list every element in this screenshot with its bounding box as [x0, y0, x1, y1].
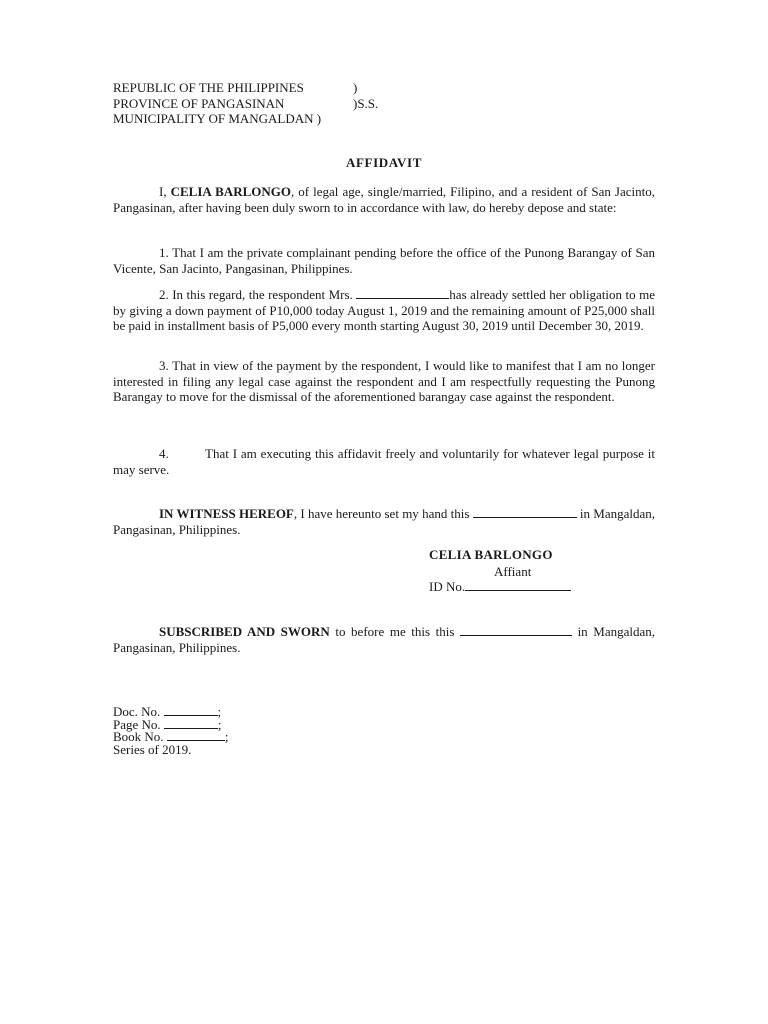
venue-line-municipality [113, 111, 413, 127]
venue-republic-mark: ) [353, 80, 358, 95]
id-number-blank [465, 579, 571, 591]
item-4-paragraph: 4. That I am executing this affidavit freely and voluntarily for whatever legal purpose it may serve. [113, 446, 655, 477]
item-3-paragraph: 3. That in view of the payment by the respondent, I would like to manifest that I am no longer interested in filing any legal case against the respondent and I am respectfully requesting the Punong Barangay to move for the dismissal of the aforementioned barangay case against the respondent. [113, 358, 655, 404]
intro-paragraph: I, CELIA BARLONGO, of legal age, single/married, Filipino, and a resident of San Jacinto, Pangasinan, after having been duly sworn to in accordance with law, do hereby depose and state: [113, 184, 655, 215]
witness-paragraph: IN WITNESS HEREOF, I have hereunto set my hand this in Mangaldan, Pangasinan, Philippines. [113, 506, 655, 537]
venue-province-mark: )S.S. [353, 95, 379, 111]
venue-line-republic [113, 80, 413, 96]
witness-date-blank [473, 506, 577, 518]
venue-republic-text: REPUBLIC OF THE PHILIPPINES [113, 80, 304, 95]
item-4-number: 4. [159, 446, 169, 461]
item-1-paragraph: 1. That I am the private complainant pending before the office of the Punong Barangay of San Vicente, San Jacinto, Pangasinan, Philippines. [113, 245, 655, 276]
notary-series: Series of 2019. [113, 741, 192, 757]
subscribed-date-blank [460, 624, 572, 636]
respondent-name-blank [356, 287, 449, 299]
signature-name: CELIA BARLONGO [429, 547, 553, 562]
notary-block [113, 706, 228, 756]
venue-block [113, 80, 413, 127]
venue-line-province [113, 96, 413, 112]
notary-book-no: Book No. ; [113, 729, 229, 744]
affiant-name: CELIA BARLONGO [170, 184, 291, 199]
document-title: AFFIDAVIT [346, 155, 422, 170]
venue-municipality-text: MUNICIPALITY OF MANGALDAN ) [113, 111, 322, 126]
signature-role: Affiant [494, 564, 532, 579]
notary-doc-no: Doc. No. ; [113, 704, 222, 719]
item-2-paragraph: 2. In this regard, the respondent Mrs. has already settled her obligation to me by giving a down payment of P10,000 today August 1, 2019 and the remaining amount of P25,000 shall be paid in installment basis of P5,000 every month starting August 30, 2019 until December 30, 2019. [113, 287, 655, 333]
subscribed-paragraph: SUBSCRIBED AND SWORN to before me this this in Mangaldan, Pangasinan, Philippines. [113, 624, 655, 655]
notary-page-no: Page No. ; [113, 716, 222, 732]
signature-id: ID No. [429, 579, 571, 595]
venue-province-text: PROVINCE OF PANGASINAN [113, 95, 285, 111]
